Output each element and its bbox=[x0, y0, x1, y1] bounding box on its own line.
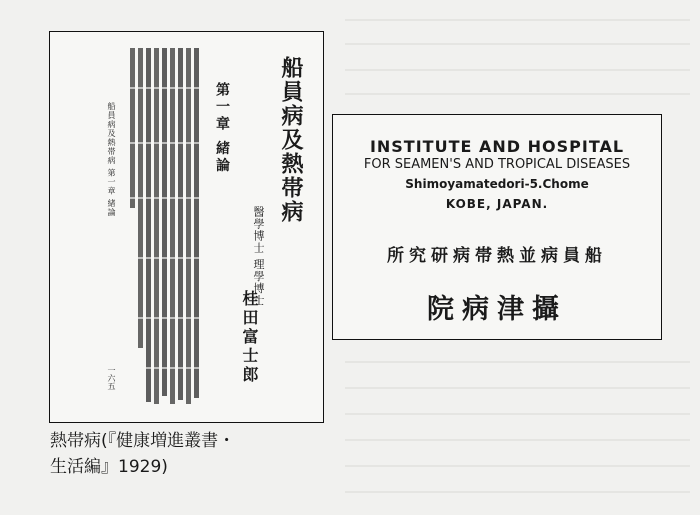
body-text-block bbox=[128, 48, 202, 408]
chapter-heading: 第一章 緒論 bbox=[214, 82, 230, 175]
body-text-columns-illustration bbox=[128, 48, 202, 408]
running-head: 船員病及熱帯病 第一章 緒論 bbox=[107, 102, 116, 218]
sign-english-line-2: FOR SEAMEN'S AND TROPICAL DISEASES bbox=[363, 157, 631, 172]
page-folio: 一六五 bbox=[107, 366, 116, 390]
caption-line-1: 熱帯病(『健康増進叢書・ bbox=[50, 431, 236, 451]
sign-city-line: KOBE, JAPAN. bbox=[445, 197, 549, 211]
hospital-signboard bbox=[332, 114, 662, 340]
sign-english-line-1: INSTITUTE AND HOSPITAL bbox=[369, 137, 625, 156]
sign-japanese-line-1: 所究研病帯熱並病員船 bbox=[387, 246, 607, 266]
figure-caption bbox=[50, 428, 340, 480]
book-page bbox=[49, 31, 324, 423]
author-credentials: 醫學博士 理學博士 bbox=[252, 206, 265, 307]
book-title: 船員病及熱帯病 bbox=[278, 56, 304, 224]
author-name: 桂田富士郎 bbox=[240, 290, 259, 385]
caption-line-2: 生活編』1929) bbox=[50, 457, 168, 477]
sign-address-line: Shimoyamatedori-5.Chome bbox=[405, 177, 589, 191]
sign-japanese-line-2: 院病津攝 bbox=[427, 294, 567, 325]
